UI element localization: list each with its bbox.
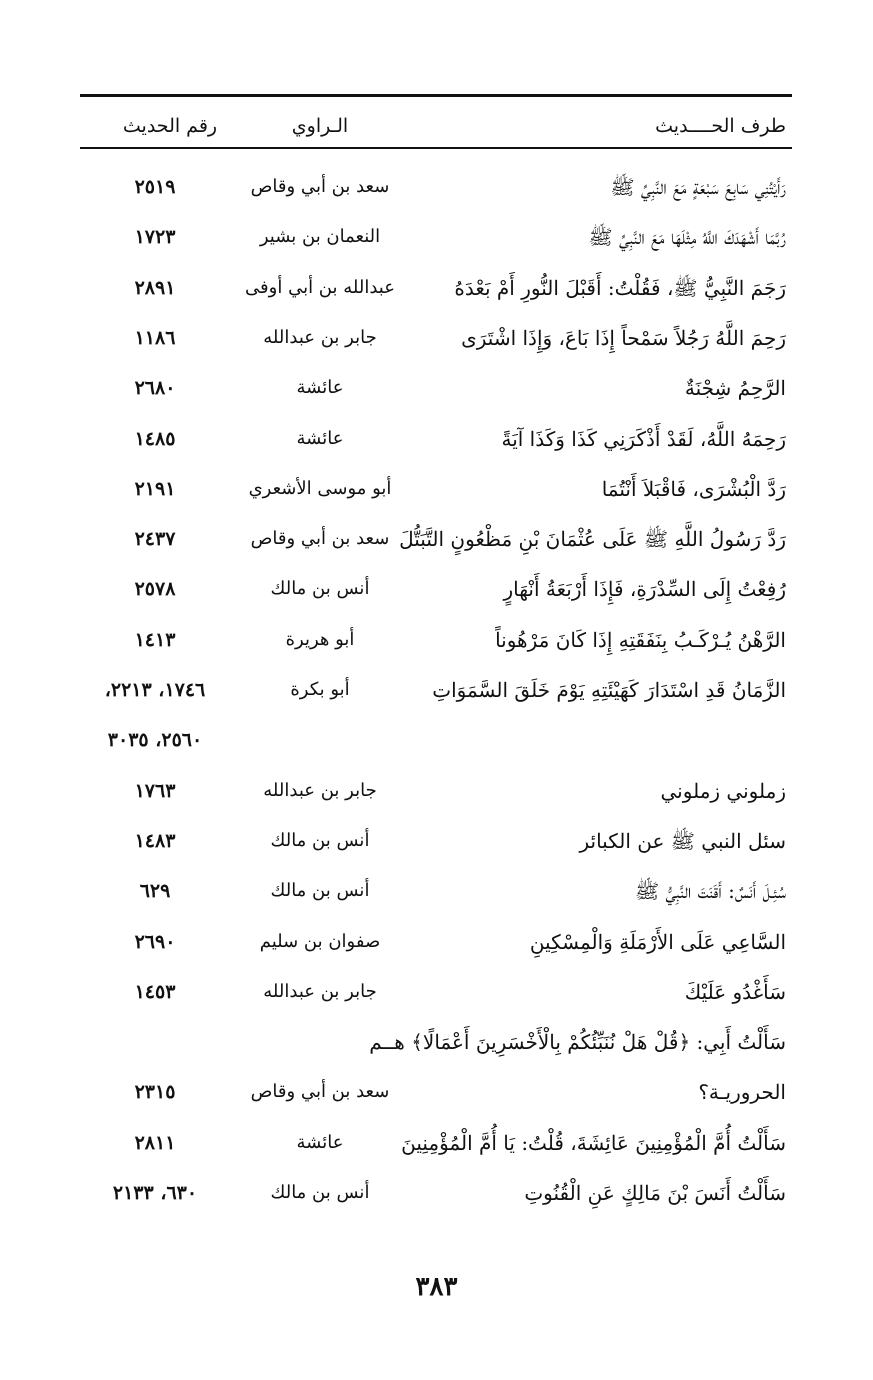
table-row — [80, 1020, 792, 1064]
narrator: جابر بن عبدالله — [263, 780, 377, 801]
narrator: جابر بن عبدالله — [263, 327, 377, 348]
hadith-number: ٢٦٨٠ — [134, 377, 176, 399]
hadith-text: رَدَّ رَسُولُ اللَّهِ ﷺ عَلَى عُثْمَانَ بْنِ مَظْعُونٍ التَّبَتُّلَ — [399, 527, 786, 551]
hadith-number: ٢٨١١ — [134, 1132, 176, 1154]
hadith-text: سَأَلْتُ أَبِي: ﴿قُلْ هَلْ نُنَبِّئُكُمْ بِالْأَخْسَرِينَ أَعْمَالًا﴾ هــم — [369, 1030, 786, 1054]
table-row — [80, 467, 792, 511]
table-row — [80, 668, 792, 712]
hadith-text: سُئِـلَ أَنَسٌ: أَقَنَتَ النَّبِيُّ ﷺ — [634, 879, 786, 903]
hadith-text: سئل النبي ﷺ عن الكبائر — [579, 829, 786, 853]
hadith-number: ٢٤٣٧ — [134, 528, 176, 550]
table-row — [80, 718, 792, 762]
table-row — [80, 316, 792, 360]
hadith-number: ٢٥٧٨ — [134, 578, 176, 600]
narrator: أنس بن مالك — [270, 830, 370, 851]
table-row — [80, 970, 792, 1014]
hadith-text: السَّاعِي عَلَى الأَرْمَلَةِ وَالْمِسْكِينِ — [529, 930, 786, 954]
narrator: أبو هريرة — [285, 629, 355, 650]
table-row — [80, 1171, 792, 1215]
hadith-number: ٢٨٩١ — [134, 277, 176, 299]
narrator: أنس بن مالك — [270, 880, 370, 901]
hadith-number: ٢٥٦٠، ٣٠٣٥ — [107, 729, 203, 751]
narrator: النعمان بن بشير — [259, 226, 381, 247]
hadith-number: ١١٨٦ — [134, 327, 176, 349]
hadith-text: سَأَلْتُ أَنَسَ بْنَ مَالِكٍ عَنِ الْقُنُوتِ — [524, 1181, 786, 1205]
hadith-text: رَدَّ الْبُشْرَى، فَاقْبَلاَ أَنْتُمَا — [601, 477, 786, 501]
hadith-text: سَأَلْتُ أُمَّ الْمُؤْمِنِينَ عَائِشَةَ، قُلْتُ: يَا أُمَّ الْمُؤْمِنِينَ — [401, 1131, 786, 1155]
hadith-text: سَأَغْدُو عَلَيْكَ — [684, 980, 786, 1004]
table-row — [80, 1121, 792, 1165]
table-row — [80, 567, 792, 611]
table-header — [80, 104, 792, 148]
table-row — [80, 215, 792, 259]
table-row — [80, 618, 792, 662]
narrator: عائشة — [296, 1132, 344, 1153]
hadith-number: ٦٣٠، ٢١٣٣ — [112, 1182, 198, 1204]
header-hadith-text: طرف الحــــديث — [655, 115, 786, 137]
page-number: ٣٨٣ — [415, 1272, 458, 1302]
hadith-number: ١٧٤٦، ٢٢١٣، — [104, 679, 206, 701]
hadith-text: الرَّحِمُ شِجْنَةٌ — [684, 376, 786, 400]
hadith-text: رُبَّمَا أَشْهَدَكَ اللَّهُ مِثْلَهَا مَعَ النَّبِيِّ ﷺ — [588, 225, 786, 249]
table-row — [80, 517, 792, 561]
hadith-number: ١٤١٣ — [134, 629, 176, 651]
narrator: سعد بن أبي وقاص — [250, 528, 390, 549]
hadith-number: ٢٥١٩ — [134, 176, 176, 198]
header-narrator: الـراوي — [291, 115, 349, 137]
table-row — [80, 920, 792, 964]
narrator: عائشة — [296, 377, 344, 398]
hadith-number: ١٤٨٥ — [134, 428, 176, 450]
hadith-text: رَجَمَ النَّبِيُّ ﷺ، فَقُلْتُ: أَقَبْلَ النُّورِ أَمْ بَعْدَهُ — [454, 276, 786, 300]
hadith-number — [80, 1020, 230, 1064]
narrator: سعد بن أبي وقاص — [250, 1081, 390, 1102]
hadith-text: رَحِمَهُ اللَّهُ، لَقَدْ أَذْكَرَنِي كَذَا وَكَذَا آيَةً — [501, 427, 786, 451]
hadith-text: رَحِمَ اللَّهُ رَجُلاً سَمْحاً إِذَا بَاعَ، وَإِذَا اشْتَرَى — [461, 326, 786, 350]
narrator: سعد بن أبي وقاص — [250, 176, 390, 197]
narrator: أنس بن مالك — [270, 1182, 370, 1203]
hadith-number: ٦٢٩ — [139, 880, 171, 902]
narrator — [220, 1020, 420, 1064]
hadith-text: الرَّهْنُ يُـرْكَـبُ بِنَفَقَتِهِ إِذَا كَانَ مَرْهُوناً — [495, 628, 786, 652]
hadith-text: رَأَيْتُنِي سَابِعَ سَبْعَةٍ مَعَ النَّبِيِّ ﷺ — [610, 175, 786, 199]
table-row — [80, 266, 792, 310]
hadith-number: ١٤٥٣ — [134, 981, 176, 1003]
table-row — [80, 819, 792, 863]
header-hadith-number: رقم الحديث — [122, 115, 218, 137]
hadith-number: ١٧٦٣ — [134, 780, 176, 802]
table-row — [80, 165, 792, 209]
table-row — [80, 869, 792, 913]
table-row — [80, 366, 792, 410]
narrator: أبو موسى الأشعري — [248, 478, 392, 499]
header-rule — [80, 147, 792, 149]
hadith-text — [416, 718, 786, 762]
table-row — [80, 1070, 792, 1114]
hadith-text: زملوني زملوني — [660, 779, 786, 803]
hadith-number: ١٤٨٣ — [134, 830, 176, 852]
narrator: أبو بكرة — [290, 679, 350, 700]
narrator: عائشة — [296, 428, 344, 449]
table-row — [80, 769, 792, 813]
top-rule — [80, 94, 792, 97]
narrator: جابر بن عبدالله — [263, 981, 377, 1002]
hadith-text: رُفِعْتُ إِلَى السِّدْرَةِ، فَإِذَا أَرْبَعَةُ أَنْهَارٍ — [503, 577, 786, 601]
hadith-text: الزَّمَانُ قَدِ اسْتَدَارَ كَهَيْئَتِهِ يَوْمَ خَلَقَ السَّمَوَاتِ — [432, 678, 786, 702]
hadith-number: ٢١٩١ — [134, 478, 176, 500]
hadith-number: ٢٦٩٠ — [134, 931, 176, 953]
narrator: أنس بن مالك — [270, 578, 370, 599]
narrator — [220, 718, 420, 762]
hadith-number: ٢٣١٥ — [134, 1081, 176, 1103]
narrator: عبدالله بن أبي أوفى — [245, 277, 395, 298]
hadith-number: ١٧٢٣ — [134, 226, 176, 248]
hadith-text: الحروريـة؟ — [698, 1080, 786, 1104]
table-row — [80, 417, 792, 461]
narrator: صفوان بن سليم — [259, 931, 381, 952]
